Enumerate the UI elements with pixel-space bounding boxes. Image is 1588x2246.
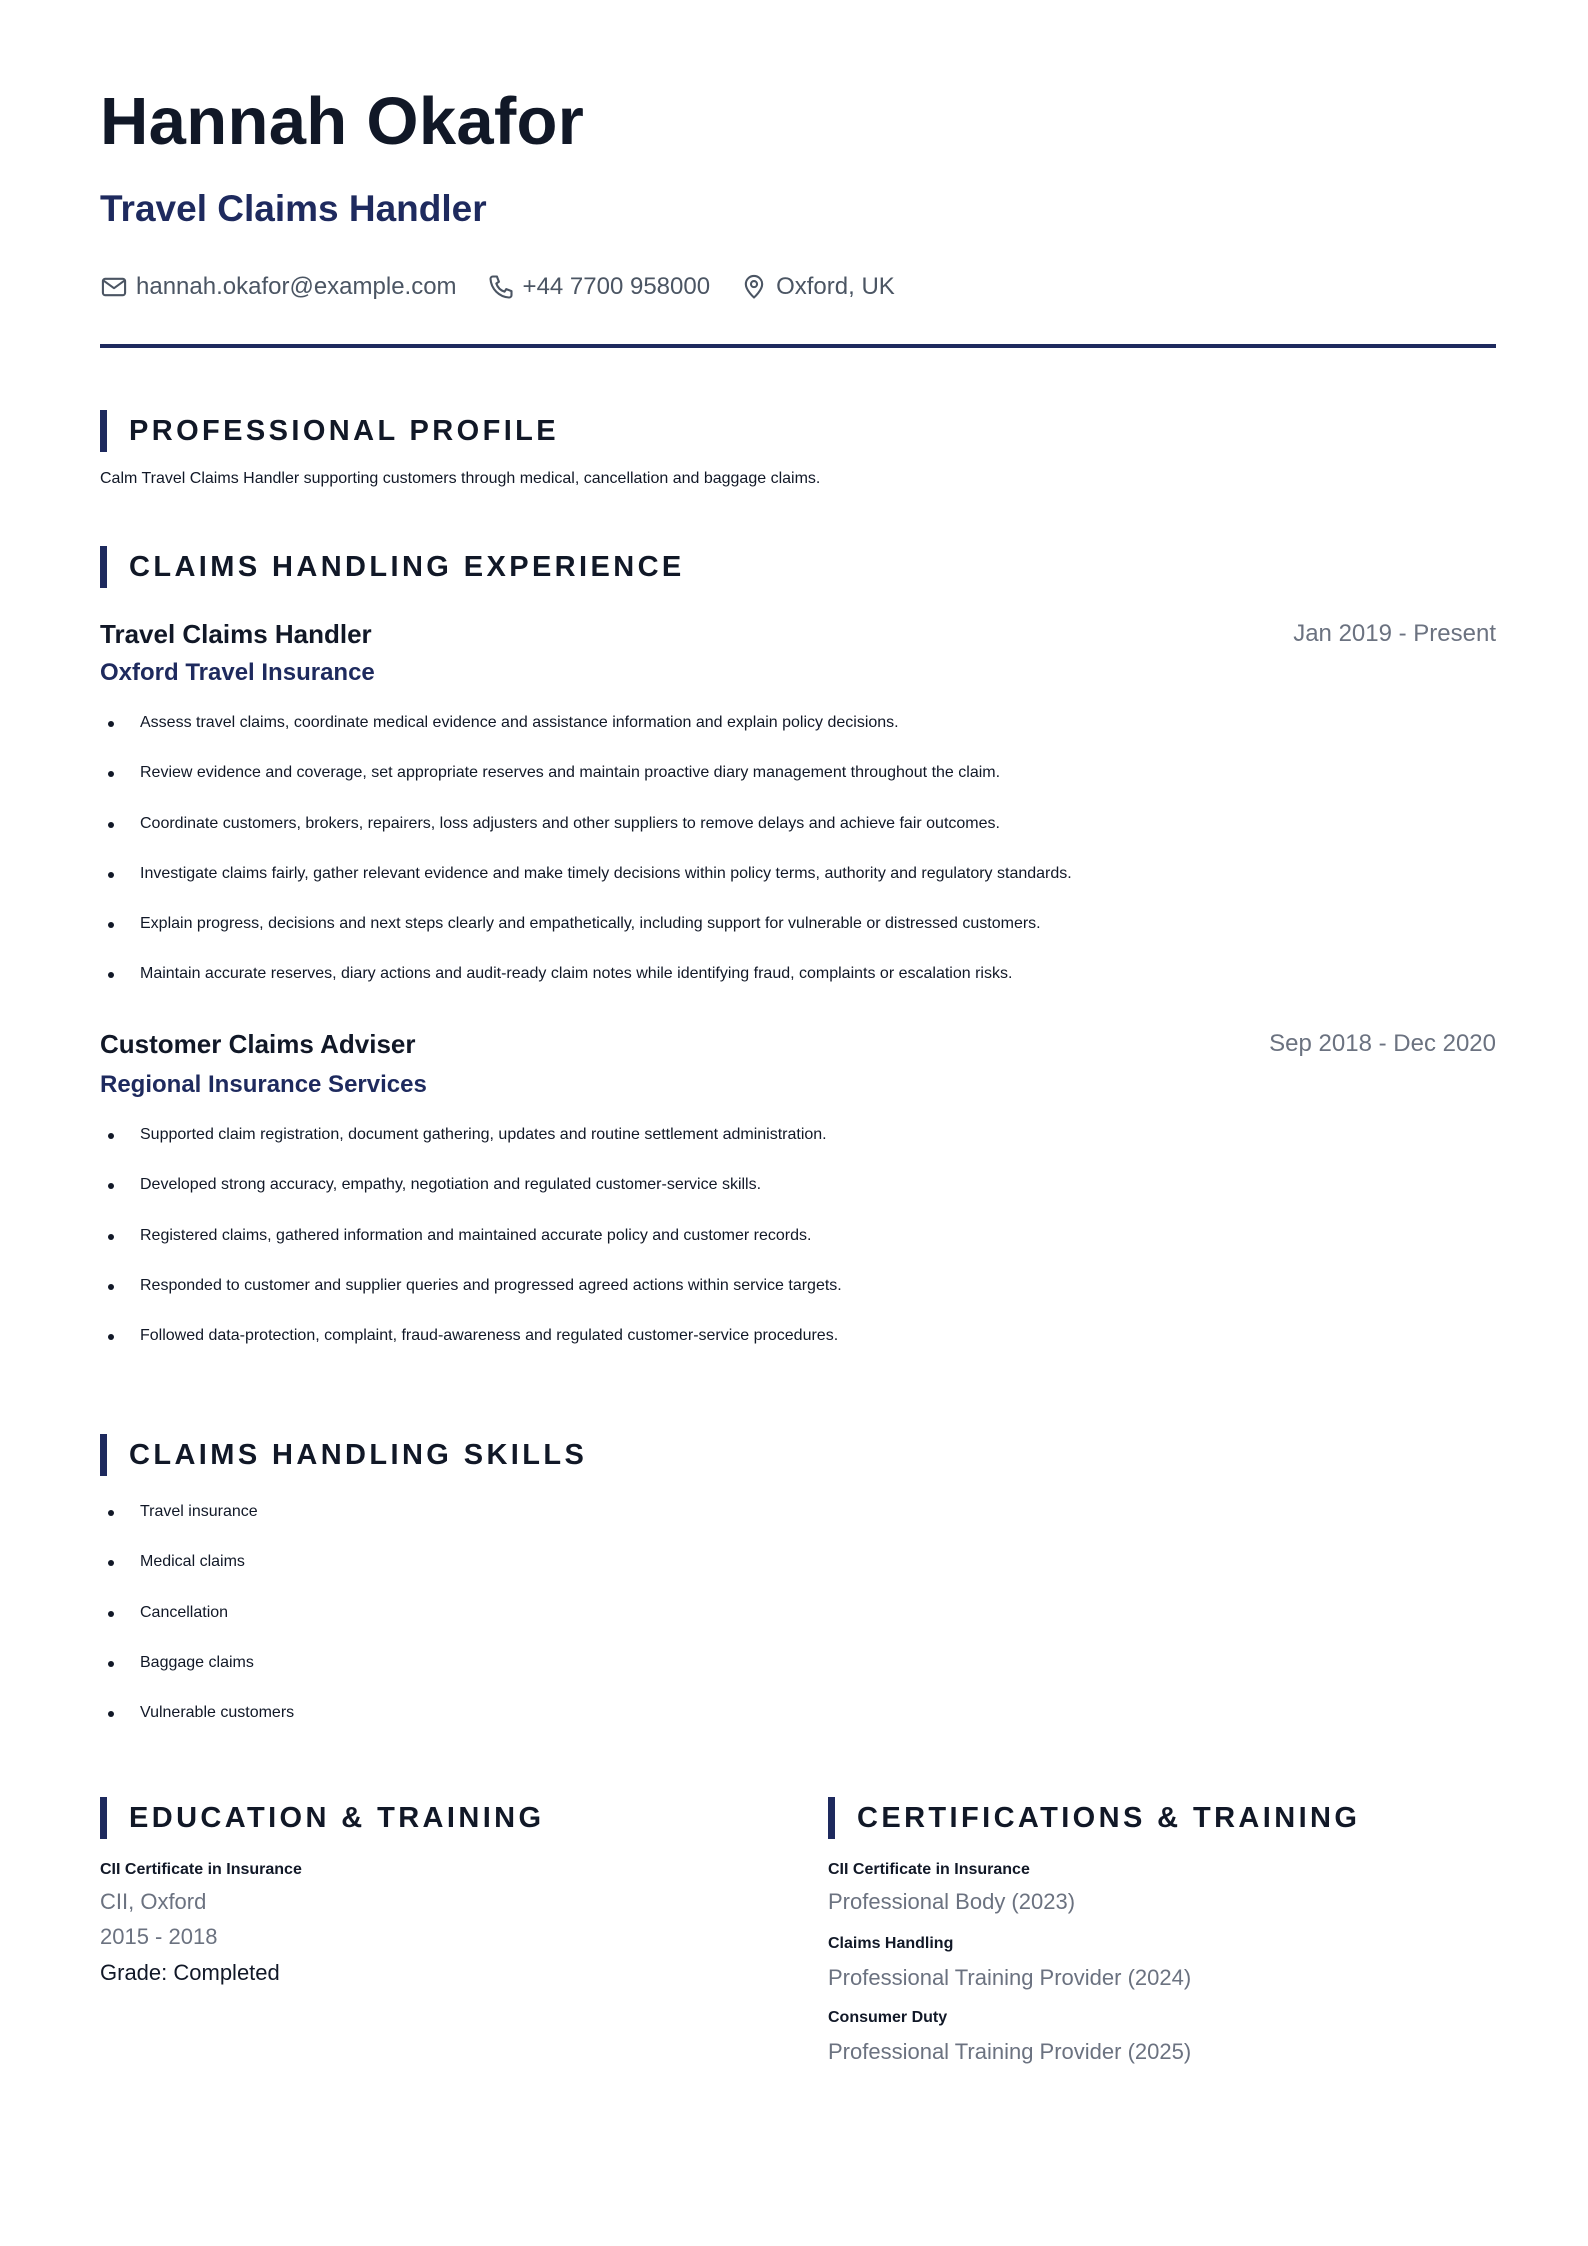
phone-text: +44 7700 958000 (522, 273, 711, 300)
job-bullets (100, 711, 1072, 1013)
phone-icon (487, 273, 515, 301)
header-divider (100, 344, 1496, 348)
skill-item: Cancellation (100, 1601, 294, 1651)
section-heading-text: CLAIMS HANDLING EXPERIENCE (129, 550, 685, 583)
job-bullet: Coordinate customers, brokers, repairers, loss adjusters and other suppliers to remove delays and achieve fair outcomes. (100, 812, 1072, 862)
job-bullets (100, 1123, 842, 1374)
job-bullet: Review evidence and coverage, set appropriate reserves and maintain proactive diary management throughout the claim. (100, 761, 1072, 811)
contact-bar (100, 271, 895, 303)
education-title: CII Certificate in Insurance (100, 1861, 302, 1878)
job-bullet: Explain progress, decisions and next steps clearly and empathetically, including support for vulnerable or distressed customers. (100, 912, 1072, 962)
location-text: Oxford, UK (776, 273, 895, 300)
skill-item: Medical claims (100, 1550, 294, 1600)
section-heading-education (100, 1797, 544, 1839)
contact-phone[interactable] (487, 273, 711, 301)
section-heading-text: EDUCATION & TRAINING (129, 1801, 545, 1834)
education-institution: CII, Oxford (100, 1889, 207, 1914)
email-text: hannah.okafor@example.com (136, 273, 457, 300)
certification-title: Consumer Duty (828, 2009, 948, 2026)
skills-list (100, 1500, 294, 1751)
section-heading-text: CERTIFICATIONS & TRAINING (857, 1801, 1361, 1834)
skill-item: Vulnerable customers (100, 1701, 294, 1751)
job-bullet: Maintain accurate reserves, diary actions and audit-ready claim notes while identifying fraud, complaints or escalation risks. (100, 962, 1072, 1012)
certification-issuer: Professional Training Provider (2024) (828, 1965, 1192, 1990)
certification-title: CII Certificate in Insurance (828, 1861, 1030, 1878)
skill-item: Travel insurance (100, 1500, 294, 1550)
skill-item: Baggage claims (100, 1651, 294, 1701)
section-accent-bar (100, 410, 107, 452)
contact-email[interactable] (100, 273, 457, 301)
job-bullet: Assess travel claims, coordinate medical evidence and assistance information and explain policy decisions. (100, 711, 1072, 761)
section-heading-experience (100, 546, 685, 588)
section-heading-text: CLAIMS HANDLING SKILLS (129, 1438, 588, 1471)
map-pin-icon (740, 273, 768, 301)
certification-title: Claims Handling (828, 1935, 954, 1952)
job-bullet: Investigate claims fairly, gather relevant evidence and make timely decisions within policy terms, authority and regulatory standards. (100, 862, 1072, 912)
mail-icon (100, 273, 128, 301)
section-heading-skills (100, 1434, 587, 1476)
job-bullet: Followed data-protection, complaint, fraud-awareness and regulated customer-service procedures. (100, 1324, 842, 1374)
candidate-title: Travel Claims Handler (100, 188, 487, 229)
profile-summary: Calm Travel Claims Handler supporting customers through medical, cancellation and baggage claims. (100, 470, 821, 487)
candidate-name: Hannah Okafor (100, 84, 585, 159)
job-bullet: Responded to customer and supplier queries and progressed agreed actions within service targets. (100, 1274, 842, 1324)
job-bullet: Developed strong accuracy, empathy, negotiation and regulated customer-service skills. (100, 1173, 842, 1223)
section-heading-certifications (828, 1797, 1360, 1839)
section-accent-bar (828, 1797, 835, 1839)
job-dates: Sep 2018 - Dec 2020 (1269, 1030, 1496, 1057)
section-accent-bar (100, 546, 107, 588)
section-heading-profile (100, 410, 559, 452)
education-grade: Grade: Completed (100, 1960, 280, 1985)
job-title: Travel Claims Handler (100, 619, 372, 649)
section-accent-bar (100, 1797, 107, 1839)
job-company: Oxford Travel Insurance (100, 659, 375, 686)
certification-issuer: Professional Training Provider (2025) (828, 2039, 1192, 2064)
job-company: Regional Insurance Services (100, 1071, 427, 1098)
education-dates: 2015 - 2018 (100, 1924, 218, 1949)
section-accent-bar (100, 1434, 107, 1476)
contact-location (740, 273, 895, 301)
job-bullet: Registered claims, gathered information and maintained accurate policy and customer records. (100, 1224, 842, 1274)
job-title: Customer Claims Adviser (100, 1029, 416, 1059)
job-dates: Jan 2019 - Present (1293, 620, 1496, 647)
certification-issuer: Professional Body (2023) (828, 1889, 1076, 1914)
section-heading-text: PROFESSIONAL PROFILE (129, 414, 560, 447)
job-bullet: Supported claim registration, document gathering, updates and routine settlement administration. (100, 1123, 842, 1173)
